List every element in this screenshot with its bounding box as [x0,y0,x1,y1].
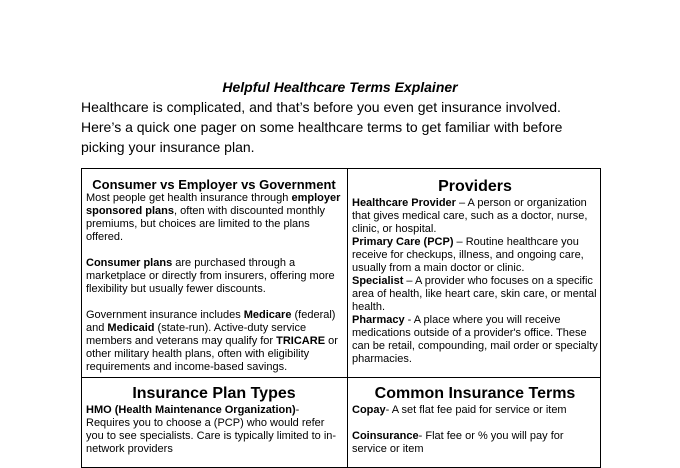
copay-definition [352,404,598,417]
pharmacy-definition [352,314,598,366]
provider-definition [352,197,598,236]
provider-def: – A person or organization that gives medical care, such as a doctor, nurse, clinic, or hospital. [352,197,588,235]
copay-def: - A set flat fee paid for service or item [385,404,567,416]
medicare-term: Medicare [243,309,292,321]
page-title: Helpful Healthcare Terms Explainer [222,79,458,95]
specialist-definition [352,275,598,314]
coinsurance-definition [352,430,598,456]
pcp-def: – Routine healthcare you receive for checkups, illness, and ongoing care, usually from a main doctor or clinic. [352,236,584,274]
consumer-paragraph [86,257,342,296]
employer-paragraph [86,192,342,244]
provider-term: Healthcare Provider [352,197,456,209]
employer-text: Most people get health insurance through [86,192,292,204]
employer-text-end: , often with discounted monthly premiums, but choices are limited to the plans offered. [86,205,326,243]
hmo-definition [86,404,342,456]
column-divider [347,169,348,467]
government-text-4: or other military health plans, often with eligibility requirements and income-based savings. [86,335,338,373]
specialist-def: – A provider who focuses on a specific area of health, like heart care, skin care, or mental health. [352,275,597,313]
hmo-term: HMO (Health Maintenance Organization) [86,404,296,416]
pharmacy-def: - A place where you will receive medications outside of a provider's office. These can be retail, compounding, mail order or specialty pharmacies. [352,314,598,365]
government-paragraph [86,309,342,374]
terms-table [81,168,601,468]
providers-cell [352,177,598,366]
consumer-employer-government-cell [86,177,342,374]
providers-heading: Providers [438,178,512,195]
consumer-term: Consumer plans [86,257,173,269]
consumer-heading: Consumer vs Employer vs Government [92,177,336,192]
insurance-terms-cell [352,384,598,456]
hmo-def: - Requires you to choose a (PCP) who would refer you to see specialists. Care is typically limited to in-network providers [86,404,337,455]
employer-term: employer sponsored plans [86,192,341,217]
row-divider [82,377,600,378]
government-text-3: (state-run). Active-duty service members and veterans may qualify for [86,322,307,347]
government-text-2: (federal) and [86,309,336,334]
coinsurance-def: - Flat fee or % you will pay for service or item [352,430,564,455]
government-text: Government insurance includes [86,309,244,321]
medicaid-term: Medicaid [107,322,155,334]
insurance-terms-heading: Common Insurance Terms [374,385,576,402]
pcp-term: Primary Care (PCP) [352,236,454,248]
copay-term: Copay [352,404,386,416]
plan-types-heading: Insurance Plan Types [132,385,296,402]
tricare-term: TRICARE [276,335,326,347]
intro-paragraph: Healthcare is complicated, and that’s before you even get insurance involved. Here’s a quick one pager on some healthcare terms to get familiar with before picking your insurance plan. [81,99,563,155]
coinsurance-term: Coinsurance [352,430,419,442]
specialist-term: Specialist [352,275,404,287]
pcp-definition [352,236,598,275]
consumer-text: are purchased through a marketplace or directly from insurers, offering more flexibility but usually fewer discounts. [86,257,335,295]
plan-types-cell [86,384,342,456]
pharmacy-term: Pharmacy [352,314,405,326]
